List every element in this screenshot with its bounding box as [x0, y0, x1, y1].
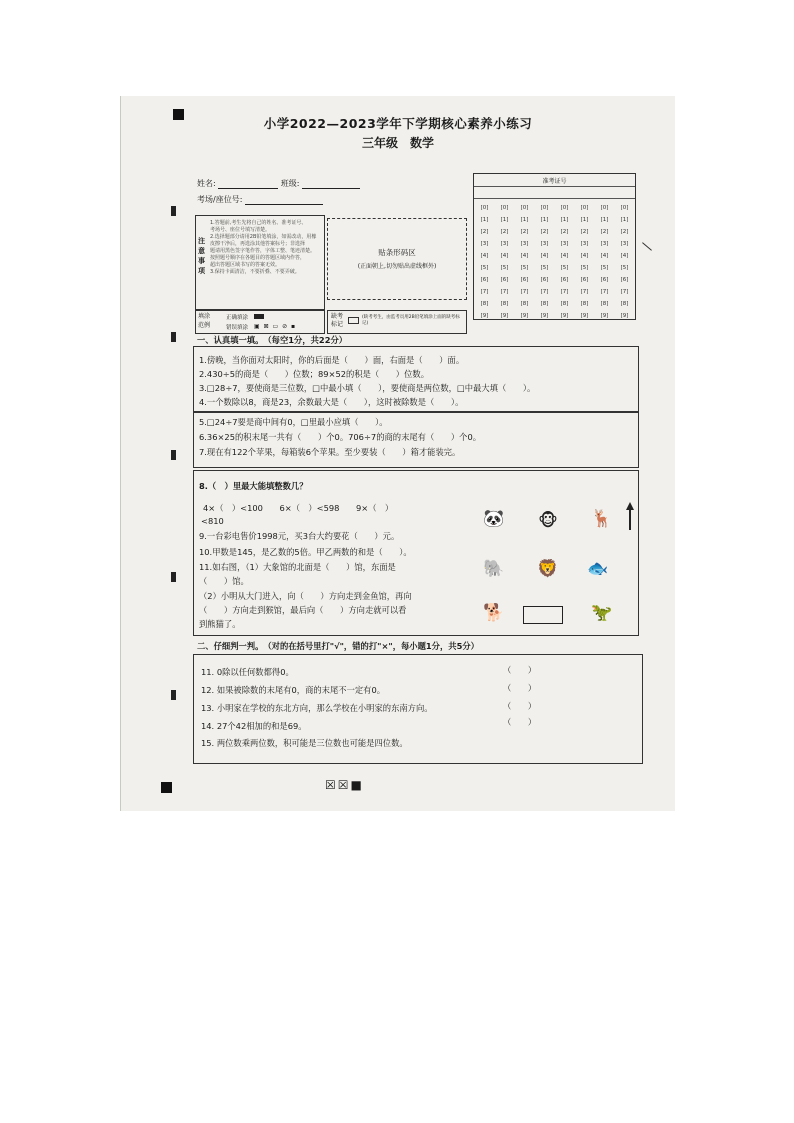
timing-mark: [171, 450, 176, 460]
barcode-hint: (正面朝上,切勿贴出虚线框外): [357, 263, 437, 270]
fish-icon: 🐟: [587, 559, 609, 579]
name-row: [197, 178, 360, 189]
north-arrow-head-icon: [626, 502, 634, 510]
question-11-2-cont: （ ）方向走到猴馆，最后向（ ）方向走就可以看: [199, 605, 407, 615]
correct-fill-sample: [254, 314, 264, 319]
wrong-fill-label: 错误填涂: [226, 325, 249, 331]
digit-column[interactable]: [0] [1] [2] [3] [4] [5] [6] [7] [8] [9]: [480, 205, 489, 319]
digit-column[interactable]: [0] [1] [2] [3] [4] [5] [6] [7] [8] [9]: [540, 205, 549, 319]
judge-item: 12. 如果被除数的末尾有0，商的末尾不一定有0。: [201, 685, 386, 695]
absent-box: [327, 310, 467, 334]
question-3: 3.□28÷7，要使商是三位数，□中最小填（ ），要使商是两位数，□中最大填（ ）。: [199, 383, 536, 393]
digit-column[interactable]: [0] [1] [2] [3] [4] [5] [6] [7] [8] [9]: [580, 205, 589, 319]
question-9: 9.一台彩电售价1998元，买3台大约要花（ ）元。: [199, 531, 400, 541]
lion-icon: 🦁: [537, 559, 559, 579]
question-11-2-end: 到熊猫了。: [199, 619, 241, 629]
judge-paren[interactable]: （ ）: [503, 665, 537, 675]
question-10: 10.甲数是145，是乙数的5倍。甲乙两数的和是（ ）。: [199, 547, 412, 557]
gate-icon: [523, 606, 563, 624]
question-11-2: （2）小明从大门进入，向（ ）方向走到金鱼馆，再向: [199, 591, 412, 601]
north-arrow-icon: [629, 508, 631, 530]
judge-item: 14. 27个42相加的和是69。: [201, 721, 307, 731]
deer-icon: 🦌: [591, 509, 613, 529]
notes-text: 1.答题前,考生先将自己的姓名、准考证号、 考场号、座位号填写清楚。 2.选择题部分请用2B铅笔填涂，如需改动，用橡 皮擦干净后，再选涂其他答案标号；非选择 题请用黑色签字笔作答，字体工整、笔迹清楚。 按照题号顺序在各题目的答题区域内作答， 超出答题区域书写的答案无效。 3.保持卡面清洁，不要折叠、不要弄破。: [210, 220, 317, 275]
elephant-icon: 🐘: [483, 559, 505, 579]
monkey-icon: 🐵: [538, 511, 558, 531]
exam-subtitle: 三年级 数学: [361, 136, 434, 150]
seat-field[interactable]: [245, 195, 323, 205]
exam-title: 小学2022—2023学年下学期核心素养小练习: [263, 116, 533, 131]
fill-example-label: 填涂 范例: [198, 313, 211, 329]
judge-paren[interactable]: （ ）: [503, 683, 537, 693]
barcode-area: [327, 218, 467, 300]
timing-mark: [171, 332, 176, 342]
margin-line: [642, 242, 652, 250]
question-5: 5.□24÷7要是商中间有0，□里最小应填（ ）。: [199, 417, 388, 427]
fill-example-box: [195, 310, 325, 334]
question-8-items: 4×（ ）<100 6×（ ）<598 9×（ ）: [203, 503, 394, 513]
question-1: 1.傍晚，当你面对太阳时，你的后面是（ ）面，右面是（ ）面。: [199, 355, 465, 365]
question-4: 4.一个数除以8，商是23，余数最大是（ ），这时被除数是（ ）。: [199, 397, 464, 407]
judge-paren[interactable]: （ ）: [503, 701, 537, 711]
question-7: 7.现在有122个苹果，每箱装6个苹果。至少要装（ ）箱才能装完。: [199, 447, 461, 457]
notes-label: 注意事项: [198, 237, 205, 275]
digit-column[interactable]: [0] [1] [2] [3] [4] [5] [6] [7] [8] [9]: [600, 205, 609, 319]
digit-column[interactable]: [0] [1] [2] [3] [4] [5] [6] [7] [8] [9]: [500, 205, 509, 319]
judge-paren[interactable]: （ ）: [503, 717, 537, 727]
registration-mark: [161, 782, 172, 793]
footer-marks: ☒☒■: [325, 778, 364, 792]
question-6: 6.36×25的积末尾一共有（ ）个0。706÷7的商的末尾有（ ）个0。: [199, 432, 482, 442]
name-field[interactable]: [218, 179, 278, 189]
name-label: 姓名:: [197, 179, 216, 188]
class-label: 班级:: [280, 179, 300, 188]
wrong-fill-samples: ▣ ⊠ ▭ ⊘ ▪: [254, 323, 297, 330]
admission-title: 准考证号: [542, 178, 567, 185]
absent-checkbox[interactable]: [348, 317, 359, 324]
judge-item: 15. 两位数乘两位数，积可能是三位数也可能是四位数。: [201, 738, 408, 748]
judge-item: 11. 0除以任何数都得0。: [201, 667, 294, 677]
question-8-items-cont: <810: [201, 516, 224, 526]
notes-box: [195, 215, 325, 310]
timing-mark: [171, 572, 176, 582]
admission-grid: [473, 173, 636, 320]
exam-sheet: [120, 96, 675, 811]
correct-fill-label: 正确填涂: [226, 315, 249, 321]
absent-label: 缺考 标记: [331, 313, 344, 328]
dog-icon: 🐕: [483, 603, 505, 623]
digit-column[interactable]: [0] [1] [2] [3] [4] [5] [6] [7] [8] [9]: [620, 205, 629, 319]
panda-icon: 🐼: [483, 509, 505, 529]
timing-mark: [171, 690, 176, 700]
dinosaur-icon: 🦖: [591, 603, 613, 623]
section2-heading: 二、仔细判一判。 （对的在括号里打"√"，错的打"×"，每小题1分，共5分）: [197, 641, 479, 651]
seat-row: [197, 194, 323, 205]
section1-heading: 一、认真填一填。 （每空1分，共22分）: [197, 335, 348, 345]
digit-column[interactable]: [0] [1] [2] [3] [4] [5] [6] [7] [8] [9]: [520, 205, 529, 319]
question-11-1-cont: （ ）馆。: [199, 576, 249, 586]
judge-item: 13. 小明家在学校的东北方向，那么学校在小明家的东南方向。: [201, 703, 433, 713]
barcode-title: 贴条形码区: [378, 248, 416, 257]
timing-mark: [171, 206, 176, 216]
class-field[interactable]: [302, 179, 360, 189]
question-11-1: 11.如右图，（1）大象馆的北面是（ ）馆，东面是: [199, 562, 396, 572]
digit-column[interactable]: [0] [1] [2] [3] [4] [5] [6] [7] [8] [9]: [560, 205, 569, 319]
question-2: 2.430÷5的商是（ ）位数；89×52的积是（ ）位数。: [199, 369, 429, 379]
absent-hint: (缺考考生，由监考员用2B铅笔填涂上面的缺考标记): [362, 315, 460, 326]
question-8: 8.（ ）里最大能填整数几？: [199, 481, 308, 491]
seat-label: 考场/座位号:: [197, 195, 243, 204]
